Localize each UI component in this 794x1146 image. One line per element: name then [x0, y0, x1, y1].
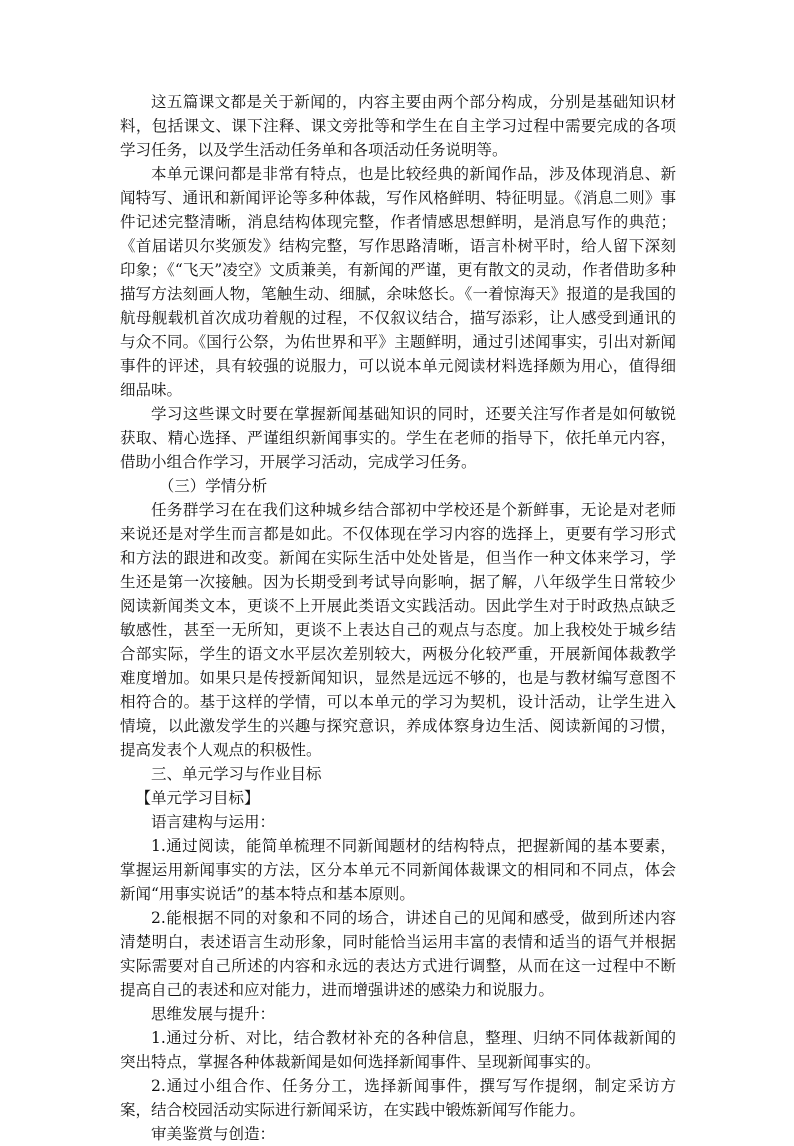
- paragraph-thinking-goal-1: 1.通过分析、对比，结合教材补充的各种信息，整理、归纳不同体裁新闻的突出特点，掌握各种体裁新闻是如何选择新闻事件、呈现新闻事实的。: [120, 1029, 676, 1071]
- paragraph-language-goal-2: 2.能根据不同的对象和不同的场合，讲述自己的见闻和感受，做到所述内容清楚明白，表述语言生动形象，同时能恰当运用丰富的表情和适当的语气并根据实际需要对自己所述的内容和永远的表达方式进行调整，从而在这一过程中不断提高自己的表述和应对能力，进而增强讲述的感染力和说服力。: [120, 909, 676, 999]
- paragraph-unit-texts: 本单元课问都是非常有特点，也是比较经典的新闻作品，涉及体现消息、新闻特写、通讯和新闻评论等多种体裁，写作风格鲜明、特征明显。《消息二则》事件记述完整清晰，消息结构体现完整，作者情感思想鲜明，是消息写作的典范；《首届诺贝尔奖颁发》结构完整，写作思路清晰，语言朴树平时，给人留下深刻印象；《“飞天”凌空》文质兼美，有新闻的严谨，更有散文的灵动，作者借助多种描写方法刻画人物，笔触生动、细腻，余味悠长。《一着惊海天》报道的是我国的航母舰载机首次成功着舰的过程，不仅叙议结合，描写添彩，让人感受到通讯的与众不同。《国行公祭，为佑世界和平》主题鲜明，通过引述闻事实，引出对新闻事件的评述，具有较强的说服力，可以说本单元阅读材料选择颇为用心，值得细细品味。: [120, 165, 676, 399]
- paragraph-thinking-goal-2: 2.通过小组合作、任务分工，选择新闻事件，撰写写作提纲，制定采访方案，结合校园活动实际进行新闻采访，在实践中锻炼新闻写作能力。: [120, 1077, 676, 1119]
- paragraph-learning-focus: 学习这些课文时要在掌握新闻基础知识的同时，还要关注写作者是如何敏锐获取、精心选择、严谨组织新闻事实的。学生在老师的指导下，依托单元内容，借助小组合作学习，开展学习活动，完成学习任务。: [120, 405, 676, 471]
- section-heading-student-analysis: （三）学情分析: [158, 477, 268, 495]
- subheading-language: 语言建构与运用：: [151, 813, 276, 831]
- subheading-aesthetics: 审美鉴赏与创造：: [151, 1125, 276, 1143]
- paragraph-language-goal-1: 1.通过阅读，能简单梳理不同新闻题材的结构特点，把握新闻的基本要素，掌握运用新闻事实的方法，区分本单元不同新闻体裁课文的相同和不同点，体会新闻“用事实说话”的基本特点和基本原则。: [120, 837, 676, 903]
- paragraph-student-analysis: 任务群学习在在我们这种城乡结合部初中学校还是个新鲜事，无论是对老师来说还是对学生而言都是如此。不仅体现在学习内容的选择上，更要有学习形式和方法的跟进和改变。新闻在实际生活中处处皆是，但当作一种文体来学习，学生还是第一次接触。因为长期受到考试导向影响，据了解，八年级学生日常较少阅读新闻类文本，更谈不上开展此类语文实践活动。因此学生对于时政热点缺乏敏感性，甚至一无所知，更谈不上表达自己的观点与态度。加上我校处于城乡结合部实际，学生的语文水平层次差别较大，两极分化较严重，开展新闻体裁教学难度增加。如果只是传授新闻知识，显然是远远不够的，也是与教材编写意图不相符合的。基于这样的学情，可以本单元的学习为契机，设计活动，让学生进入情境，以此激发学生的兴趣与探究意识，养成体察身边生活、阅读新闻的习惯，提高发表个人观点的积极性。: [120, 501, 676, 759]
- section-heading-goals: 三、单元学习与作业目标: [151, 765, 322, 783]
- subheading-unit-goals: 【单元学习目标】: [135, 789, 260, 807]
- subheading-thinking: 思维发展与提升：: [151, 1005, 276, 1023]
- document-page: [120, 90, 676, 1146]
- paragraph-intro: 这五篇课文都是关于新闻的，内容主要由两个部分构成，分别是基础知识材料，包括课文、课下注释、课文旁批等和学生在自主学习过程中需要完成的各项学习任务，以及学生活动任务单和各项活动任务说明等。: [120, 93, 676, 159]
